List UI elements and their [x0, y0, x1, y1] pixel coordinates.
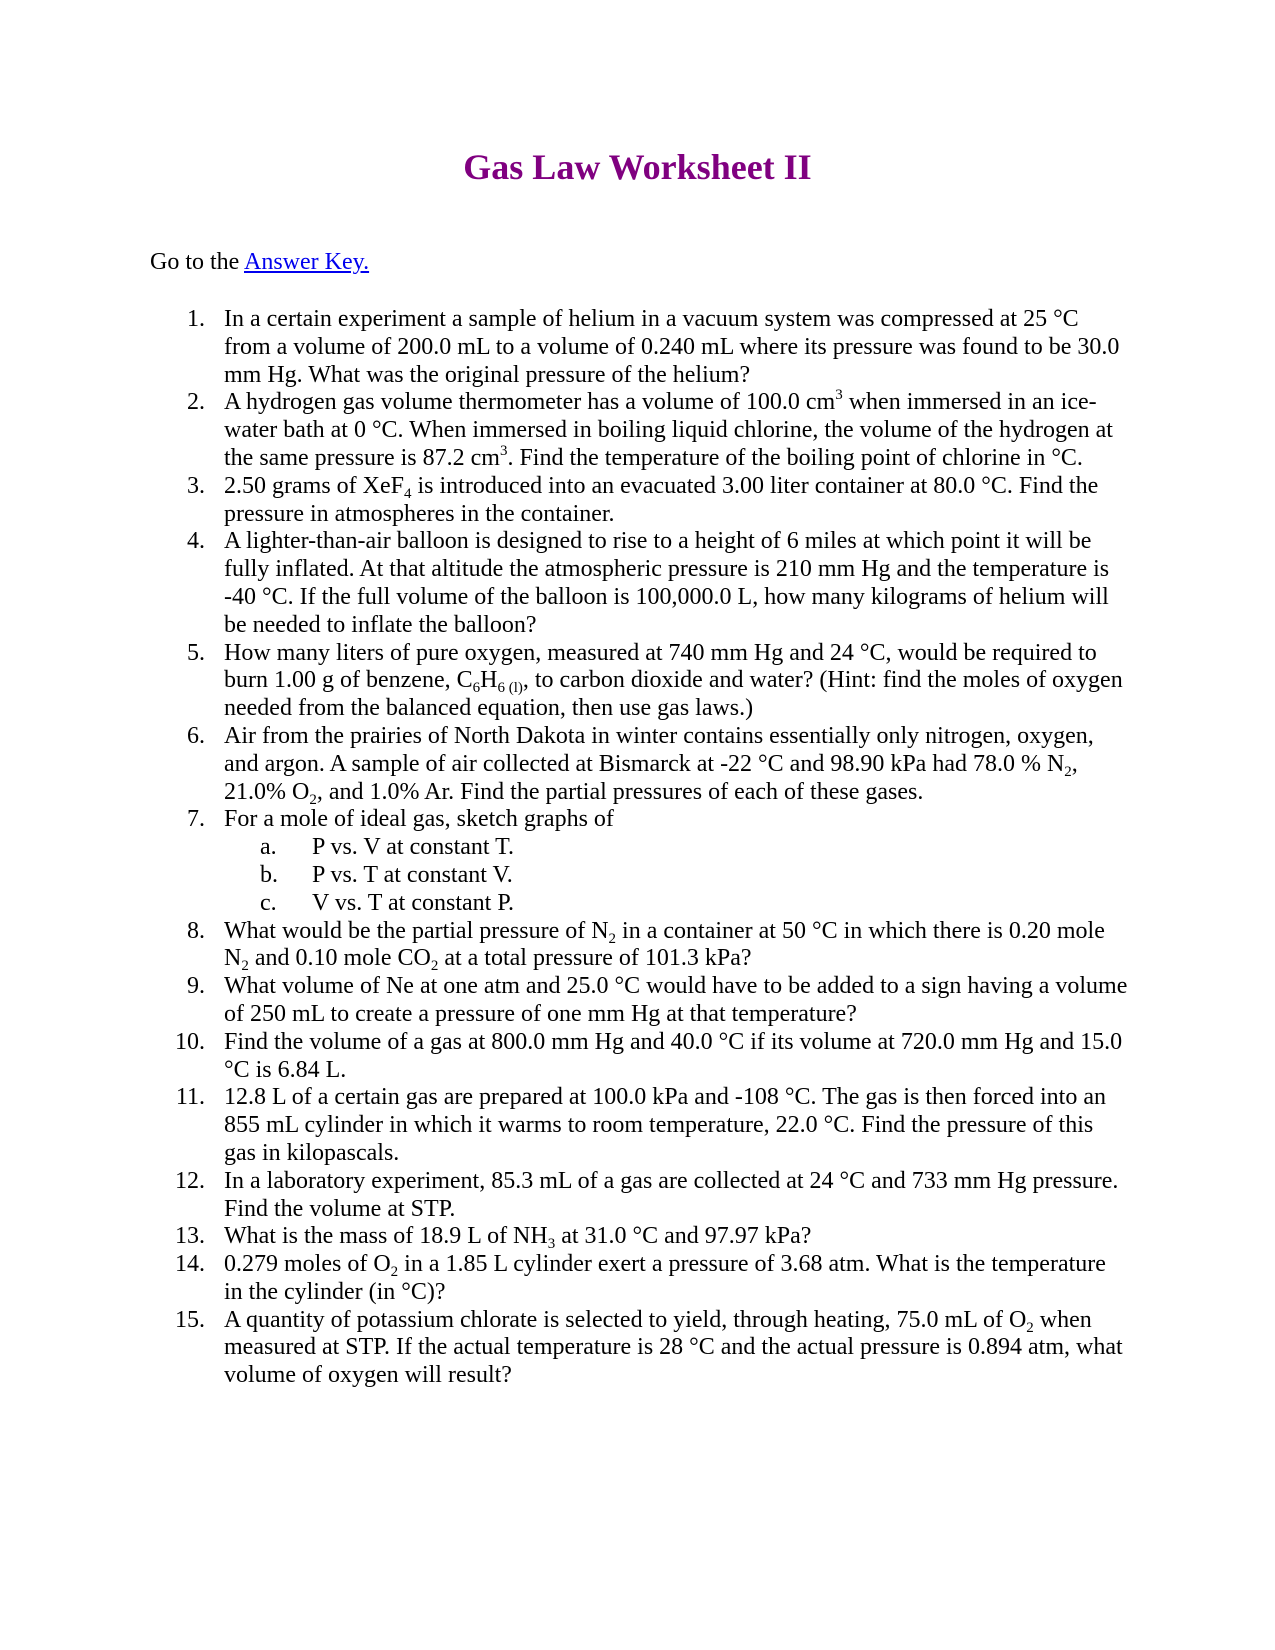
- question-text: In a laboratory experiment, 85.3 mL of a gas are collected at 24 °C and 733 mm Hg pressure. Find the volume at STP.: [224, 1167, 1119, 1222]
- question-text: What would be the partial pressure of $N_2$ in a container at 50 °C in which there is 0.20 mole $N_2$ and 0.10 mole $CO_2$ at a total pressure of 101.3 kPa?: [224, 917, 1105, 975]
- question-text: What volume of Ne at one atm and 25.0 °C would have to be added to a sign having a volume of 250 mL to create a pressure of one mm Hg at that temperature?: [224, 973, 1128, 1027]
- question-number: 8.: [187, 917, 205, 944]
- question-item: [150, 918, 1130, 974]
- question-item: [150, 1307, 1130, 1390]
- question-item: [150, 1168, 1130, 1224]
- sub-question-letter: c.: [260, 889, 277, 916]
- question-text: A lighter-than-air balloon is designed to rise to a height of 6 miles at which point it will be fully inflated. At that altitude the atmospheric pressure is 210 mm Hg and the temperature is -40 °C. If the full volume of the balloon is 100,000.0 L, how many kilograms of helium will be needed to inflate the balloon?: [224, 528, 1110, 638]
- question-item: [150, 528, 1130, 639]
- sub-question-item: [224, 890, 1130, 918]
- question-number: 2.: [187, 389, 205, 416]
- question-text: A hydrogen gas volume thermometer has a volume of 100.0 $cm^3$ when immersed in an ice-water bath at 0 °C. When immersed in boiling liquid chlorine, the volume of the hydrogen at the same pressure is 87.2 $cm^3$. Find the temperature of the boiling point of chlorine in °C.: [224, 387, 1113, 471]
- sub-question-letter: b.: [260, 861, 278, 888]
- question-number: 4.: [187, 528, 205, 555]
- question-text: Air from the prairies of North Dakota in winter contains essentially only nitrogen, oxygen, and argon. A sample of air collected at Bismarck at -22 °C and 98.90 kPa had 78.0 % $N_2$, 21.0% $O_2$, and 1.0% Ar. Find the partial pressures of each of these gases.: [224, 722, 1094, 808]
- question-number: 1.: [187, 306, 205, 332]
- question-item: [150, 389, 1130, 472]
- question-number: 9.: [187, 973, 205, 1000]
- question-text: A quantity of potassium chlorate is selected to yield, through heating, 75.0 mL of $O_2$ when measured at STP. If the actual temperature is 28 °C and the actual pressure is 0.894 atm, what volume of oxygen will result?: [224, 1306, 1123, 1389]
- question-number: 10.: [175, 1028, 205, 1055]
- sub-question-item: [224, 862, 1130, 890]
- question-number: 3.: [187, 472, 205, 499]
- question-number: 5.: [187, 639, 205, 666]
- sub-question-item: [224, 834, 1130, 862]
- sub-question-text: P vs. V at constant T.: [312, 834, 515, 861]
- intro-prefix: Go to the: [150, 249, 244, 275]
- sub-question-letter: a.: [260, 834, 277, 861]
- question-text: 0.279 moles of $O_2$ in a 1.85 L cylinder exert a pressure of 3.68 atm. What is the temperature in the cylinder (in °C)?: [224, 1251, 1106, 1305]
- question-item: [150, 1084, 1130, 1167]
- sub-question-list: [224, 834, 1130, 917]
- question-number: 13.: [175, 1223, 205, 1250]
- question-number: 12.: [175, 1167, 205, 1194]
- question-number: 14.: [175, 1251, 205, 1278]
- question-text: 12.8 L of a certain gas are prepared at 100.0 kPa and -108 °C. The gas is then forced into an 855 mL cylinder in which it warms to room temperature, 22.0 °C. Find the pressure of this gas in kilopascals.: [224, 1084, 1106, 1166]
- question-item: [150, 806, 1130, 917]
- question-item: [150, 473, 1130, 529]
- question-item: [150, 306, 1130, 389]
- question-text: What is the mass of 18.9 L of $NH_3$ at 31.0 °C and 97.97 kPa?: [224, 1223, 812, 1253]
- question-text: 2.50 grams of XeF$_4$ is introduced into an evacuated 3.00 liter container at 80.0 °C. Find the pressure in atmospheres in the container.: [224, 472, 1099, 527]
- question-text: Find the volume of a gas at 800.0 mm Hg and 40.0 °C if its volume at 720.0 mm Hg and 15.0 °C is 6.84 L.: [224, 1028, 1123, 1083]
- page-title: Gas Law Worksheet II: [463, 147, 812, 187]
- question-item: [150, 973, 1130, 1029]
- question-number: 7.: [187, 806, 205, 833]
- question-text: For a mole of ideal gas, sketch graphs of: [224, 806, 614, 833]
- question-number: 6.: [187, 722, 205, 749]
- sub-question-text: V vs. T at constant P.: [312, 889, 515, 916]
- question-item: [150, 1251, 1130, 1307]
- sub-question-text: P vs. T at constant V.: [312, 861, 513, 888]
- question-text: How many liters of pure oxygen, measured at 740 mm Hg and 24 °C, would be required to burn 1.00 g of benzene, $C_6H_{6 (l)}$, to carbon dioxide and water? (Hint: find the moles of oxygen needed from the balanced equation, then use gas laws.): [224, 639, 1123, 722]
- question-item: [150, 1029, 1130, 1085]
- question-number: 11.: [175, 1084, 205, 1111]
- intro-line: [150, 248, 369, 276]
- question-number: 15.: [175, 1306, 205, 1333]
- question-item: [150, 1223, 1130, 1251]
- question-text: In a certain experiment a sample of helium in a vacuum system was compressed at 25 °C from a volume of 200.0 mL to a volume of 0.240 mL where its pressure was found to be 30.0 mm Hg. What was the original pressure of the helium?: [224, 306, 1120, 388]
- question-item: [150, 640, 1130, 723]
- question-list: [150, 306, 1130, 1390]
- question-item: [150, 723, 1130, 806]
- answer-key-link[interactable]: Answer Key.: [244, 249, 370, 275]
